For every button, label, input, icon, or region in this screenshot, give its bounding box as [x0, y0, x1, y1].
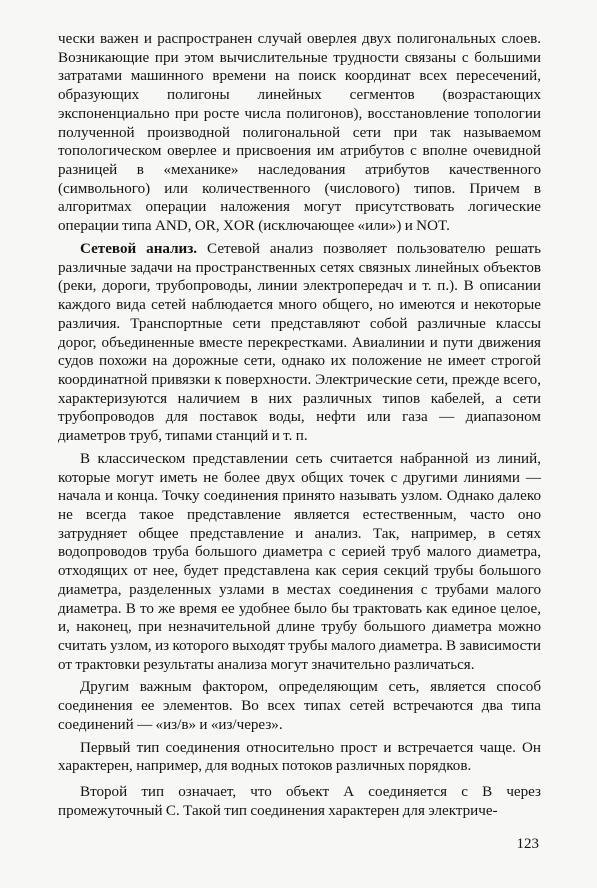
paragraph-text: Первый тип соединения относительно прост и встречается чаще. Он характерен, например, для водных потоков различных порядков. — [58, 739, 541, 775]
paragraph-connection-method — [58, 678, 541, 734]
paragraph-network-analysis — [58, 240, 541, 446]
paragraph-text: Другим важным фактором, определяющим сеть, является способ соединения ее элементов. Во всех типах сетей встречаются два типа соединений — «из/в» и «из/через». — [58, 679, 541, 733]
page-number: 123 — [516, 836, 539, 852]
paragraph-text: В классическом представлении сеть считается набранной из линий, которые могут иметь не более двух общих точек с другими линиями — начала и конца. Точку соединения принято называть узлом. Однако далеко не всегда такое представление является естественным, часто оно затрудняет общее представление и анализ. Так, например, в сетях водопроводов труба большого диаметра с серией труб малого диаметра, отходящих от нее, будет представлена как серия секций трубы большого диаметра, разделенных узлами в местах соединения с трубами малого диаметра. В то же время ее удобнее было бы трактовать как единое целое, и, наконец, при незначительной длине трубу большого диаметра можно считать узлом, из которого выходят трубы малого диаметра. В зависимости от трактовки результаты анализа могут значительно различаться. — [58, 450, 541, 673]
paragraph-second-type — [58, 783, 541, 820]
paragraph-overlay — [58, 30, 541, 236]
body-text — [58, 30, 541, 820]
paragraph-text: чески важен и распространен случай оверлея двух полигональных слоев. Возникающие при этом вычислительные трудности связаны с большими затратами машинного времени на поиск координат всех пересечений, образующих полигоны линейных сегментов (возрастающих экспоненциально при росте числа полигонов), восстановление топологии полученной производной полигональной сети при так называемом топологическом оверлее и присвоения им атрибутов с вполне очевидной разницей в «механике» наследования атрибутов качественного (символьного) или количественного (числового) типов. Причем в алгоритмах операции наложения могут присутствовать логические операции типа AND, OR, XOR (исключающее «или») и NOT. — [58, 31, 541, 235]
paragraph-text: Второй тип означает, что объект А соединяется с В через промежуточный С. Такой тип соединения характерен для электриче- — [58, 784, 541, 819]
section-heading: Сетевой анализ. — [80, 240, 198, 257]
paragraph-text: Сетевой анализ позволяет пользователю решать различные задачи на пространственных сетях связных линейных объектов (реки, дороги, трубопроводы, линии электропередач и т. п.). В описании каждого вида сетей наблюдается много общего, но имеются и некоторые различия. Транспортные сети представляют собой различные классы дорог, объединенные вместе перекрестками. Авиалинии и пути движения судов похожи на дорожные сети, однако их положение не имеет строгой координатной привязки к поверхности. Электрические сети, прежде всего, характеризуются наличием в них различных типов кабелей, а сети трубопроводов для поставок воды, нефти или газа — диапазоном диаметров труб, типами станций и т. п. — [58, 240, 541, 445]
paragraph-first-type — [58, 739, 541, 776]
paragraph-classic-representation — [58, 450, 541, 675]
